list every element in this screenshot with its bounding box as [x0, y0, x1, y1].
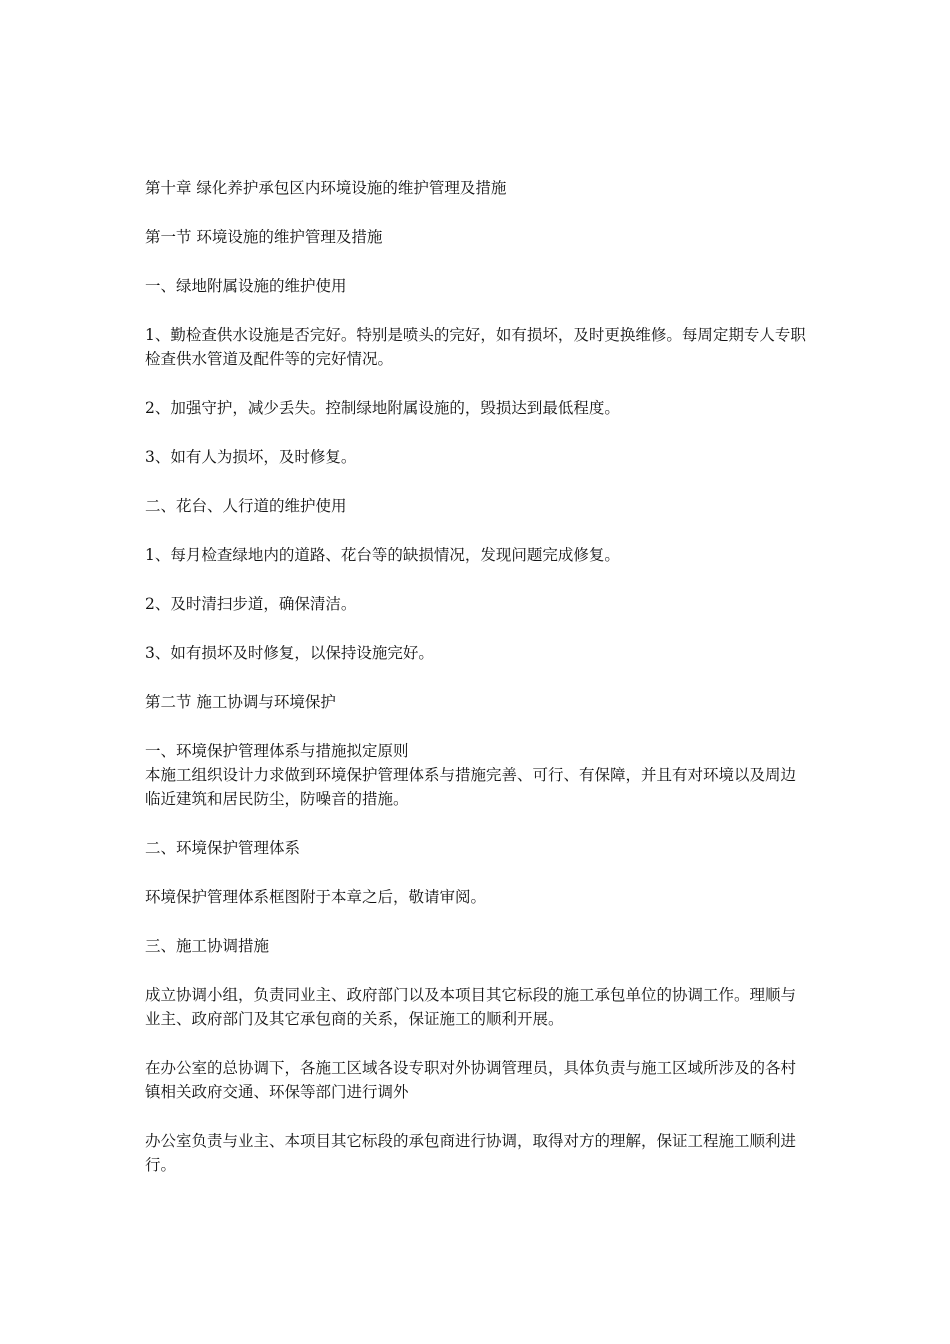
paragraph: 3、如有损坏及时修复，以保持设施完好。 — [145, 644, 434, 662]
paragraph: 1、勤检查供水设施是否完好。特别是喷头的完好，如有损坏，及时更换维修。每周定期专人专职检查供水管道及配件等的完好情况。 — [145, 326, 806, 368]
subsection-title: 二、花台、人行道的维护使用 — [145, 497, 347, 515]
paragraph: 2、及时清扫步道，确保清洁。 — [145, 595, 357, 613]
paragraph: 2、加强守护，减少丢失。控制绿地附属设施的，毁损达到最低程度。 — [145, 399, 620, 417]
subsection-title: 三、施工协调措施 — [145, 937, 270, 955]
paragraph: 环境保护管理体系框图附于本章之后，敬请审阅。 — [145, 888, 487, 906]
paragraph: 成立协调小组，负责同业主、政府部门以及本项目其它标段的施工承包单位的协调工作。理顺与业主、政府部门及其它承包商的关系，保证施工的顺利开展。 — [145, 986, 797, 1028]
paragraph: 办公室负责与业主、本项目其它标段的承包商进行协调，取得对方的理解，保证工程施工顺利进行。 — [145, 1132, 797, 1174]
section-title: 第一节 环境设施的维护管理及措施 — [145, 228, 383, 246]
subsection-title: 一、绿地附属设施的维护使用 — [145, 277, 347, 295]
document-body — [145, 176, 810, 1177]
chapter-title: 第十章 绿化养护承包区内环境设施的维护管理及措施 — [145, 179, 507, 197]
subsection-title: 二、环境保护管理体系 — [145, 839, 301, 857]
paragraph: 在办公室的总协调下，各施工区域各设专职对外协调管理员，具体负责与施工区域所涉及的各村镇相关政府交通、环保等部门进行调外 — [145, 1059, 797, 1101]
section-title: 第二节 施工协调与环境保护 — [145, 693, 336, 711]
paragraph: 本施工组织设计力求做到环境保护管理体系与措施完善、可行、有保障，并且有对环境以及周边临近建筑和居民防尘，防噪音的措施。 — [145, 766, 797, 808]
paragraph: 1、每月检查绿地内的道路、花台等的缺损情况，发现问题完成修复。 — [145, 546, 620, 564]
paragraph: 3、如有人为损坏，及时修复。 — [145, 448, 357, 466]
subsection-title: 一、环境保护管理体系与措施拟定原则 — [145, 742, 409, 760]
